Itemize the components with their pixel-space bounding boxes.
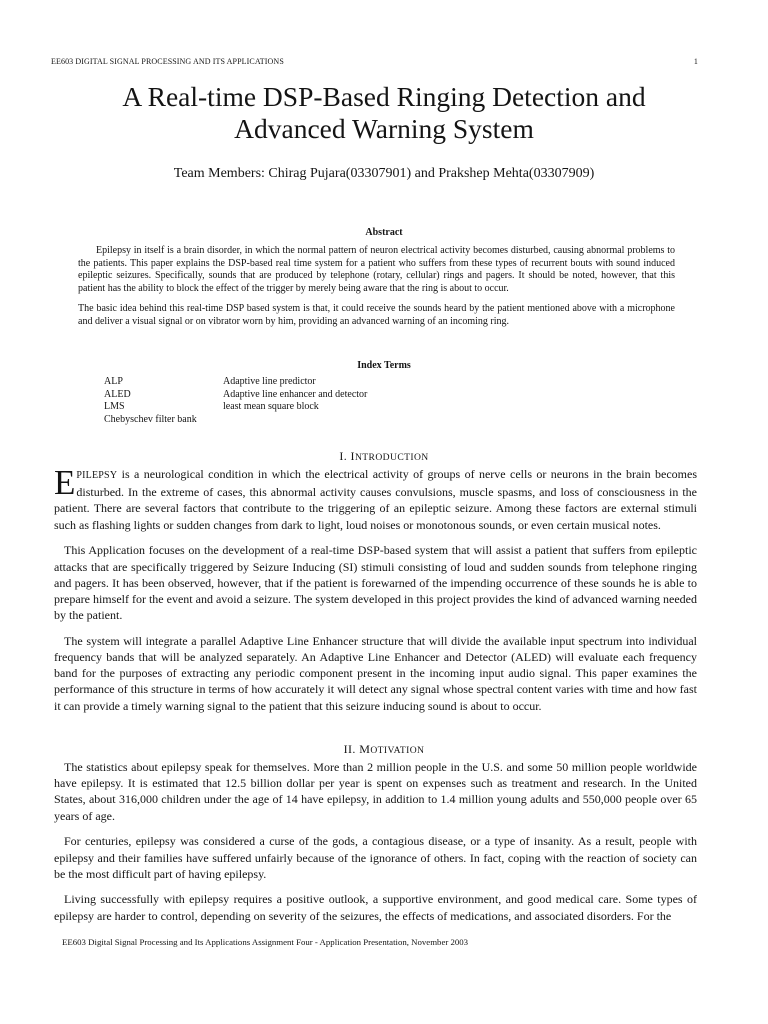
section-heading-motivation	[40, 742, 728, 757]
abstract-paragraph-1: Epilepsy in itself is a brain disorder, in which the normal pattern of neuron electrical activity becomes disturbed, causing abnormal problems to the patients. This paper explains the DSP-based real time system for a patient who suffers from these types of recurrent bouts with sound induced epileptic seizures. Specifically, sounds that are produced by telephone (rotary, cellular) rings and pagers. It should be noted, however, that this patient has the ability to block the effect of the trigger by merely being aware that the ring is about to occur.	[78, 245, 675, 294]
section-title-rest: OTIVATION	[370, 745, 425, 756]
index-term: ALED	[104, 388, 131, 400]
motivation-paragraph-2: For centuries, epilepsy was considered a curse of the gods, a contagious disease, or a type of insanity. As a result, people with epilepsy and their families have suffered unfairly because of the ignorance of others. In fact, coping with the reaction of society can be the most difficult part of having epilepsy.	[54, 834, 697, 881]
index-term: LMS	[104, 401, 125, 412]
abstract-paragraph-2: The basic idea behind this real-time DSP based system is that, it could receive the sounds heard by the patient mentioned above with a microphone and deliver a visual signal or on vibrator worn by him, providing an advanced warning of an incoming ring.	[78, 303, 675, 327]
index-term-definition: Adaptive line predictor	[223, 376, 316, 387]
paper-title-line-2: Advanced Warning System	[234, 113, 534, 144]
index-terms-list	[104, 376, 367, 426]
index-term-row	[104, 376, 367, 389]
index-term-row	[104, 401, 367, 414]
page-footer: EE603 Digital Signal Processing and Its Applications Assignment Four - Application Presentation, November 2003	[62, 937, 469, 947]
index-term-row	[104, 389, 367, 402]
section-title	[359, 742, 424, 756]
section-title-rest: NTRODUCTION	[354, 452, 429, 463]
index-term: Chebyschev filter bank	[104, 413, 197, 425]
section-heading-introduction	[40, 449, 728, 464]
index-terms-heading: Index Terms	[357, 360, 411, 371]
abstract-heading: Abstract	[365, 227, 403, 238]
introduction-paragraph-1	[54, 463, 697, 533]
abstract-body	[78, 245, 675, 337]
page-number: 1	[693, 57, 698, 66]
introduction-paragraph-1-text: is a neurological condition in which the electrical activity of groups of nerve cells or neurons in the brain becomes disturbed. In the extreme of cases, this abnormal activity causes convulsions, muscle spasms, and loss of consciousness in the patient. There are several factors that contribute to the triggering of an epileptic seizure. Among these factors are external stimuli such as flashing lights or sudden changes from dark to light, loud noises or monotonous sounds, or even certain musical notes.	[54, 467, 697, 532]
section-title-initial: M	[359, 742, 371, 756]
index-term-definition: Adaptive line enhancer and detector	[223, 388, 368, 400]
motivation-paragraph-1: The statistics about epilepsy speak for themselves. More than 2 million people in the U.S. and some 50 million people worldwide have epilepsy. It is estimated that 12.5 billion dollar per year is spent on expenses such as treatment and research. In the United States, about 316,000 children under the age of 14 have epilepsy, in addition to 1.4 million young adults and 550,000 people over 65 years of age.	[54, 760, 697, 823]
section-number: I.	[339, 449, 348, 463]
lead-word: PILEPSY	[76, 470, 118, 481]
introduction-body	[54, 463, 697, 723]
introduction-paragraph-2: This Application focuses on the development of a real-time DSP-based system that will assist a patient that suffers from epileptic attacks that are specifically triggered by Seizure Inducing (SI) stimuli consisting of loud and sudden sounds from telephone ringing and pagers. It has been observed, however, that if the patient is forewarned of the impending occurrence of these sounds he is able to prepare himself for the event and avoid a seizure. The system developed in this project provides the kind of advanced warning needed by the patient.	[54, 543, 697, 623]
index-term-definition: least mean square block	[223, 401, 319, 412]
drop-cap: E	[54, 463, 76, 502]
index-term: ALP	[104, 376, 123, 387]
section-number: II.	[343, 742, 356, 756]
running-header-title: EE603 DIGITAL SIGNAL PROCESSING AND ITS APPLICATIONS	[51, 57, 284, 66]
motivation-paragraph-3: Living successfully with epilepsy requires a positive outlook, a supportive environment, and good medical care. Some types of epilepsy are harder to control, depending on severity of the seizures, the effects of medications, and associated disorders. For the	[54, 892, 697, 923]
section-title	[351, 449, 429, 463]
authors-line: Team Members: Chirag Pujara(03307901) and Prakshep Mehta(03307909)	[173, 166, 595, 181]
motivation-body	[54, 759, 697, 933]
introduction-paragraph-3: The system will integrate a parallel Adaptive Line Enhancer structure that will divide the available input spectrum into individual frequency bands that will be analyzed separately. An Adaptive Line Enhancer and Detector (ALED) will evaluate each frequency band for the purposes of extracting any periodic component present in the incoming input audio signal. This paper examines the performance of this structure in terms of how accurately it will detect any signal whose spectral content varies with time and how fast it can provide a timely warning signal to the patient that this seizure inducing sound is about to occur.	[54, 633, 697, 713]
section-title-initial: I	[350, 449, 355, 463]
paper-title	[40, 81, 728, 145]
paper-title-line-1: A Real-time DSP-Based Ringing Detection and	[122, 81, 646, 112]
index-term-row	[104, 414, 367, 427]
